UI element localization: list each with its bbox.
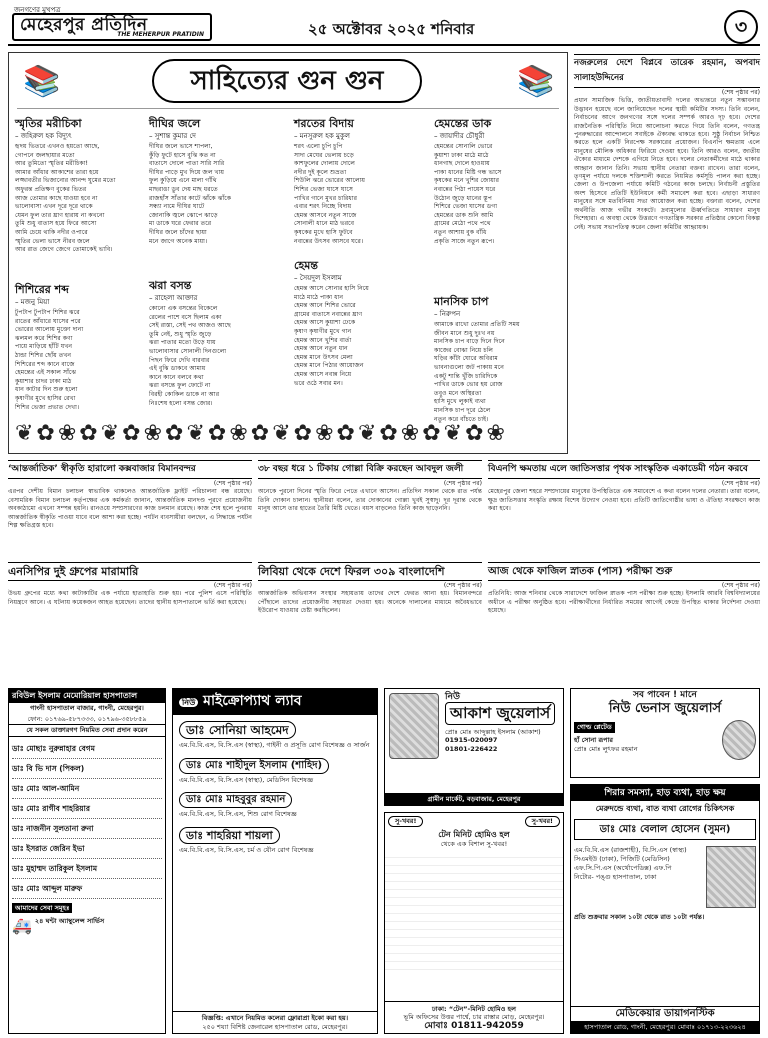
article xyxy=(258,460,482,556)
article xyxy=(8,460,252,556)
continuation-note: (শেষ পৃষ্ঠার পর) xyxy=(721,89,760,96)
article-body: আন্তর্জাতিক অভিবাসন সংস্থার সহায়তায় তাদের দেশে ফেরত আনা হয়। বিমানবন্দরে পৌঁছালে তাদের প্রয়োজনীয় সহায়তা দেওয়া হয়। অনেকে দালালের মাধ্যমে অবৈধভাবে ইউরোপ যাওয়ার চেষ্টা করছিলেন। xyxy=(258,590,482,615)
lab-title-bar xyxy=(173,689,377,715)
jewellers-name: আকাশ জুয়েলার্স xyxy=(445,702,555,725)
lab-name: মাইক্রোপ্যাথ ল্যাব xyxy=(203,693,302,709)
motto: জনগণের মুখপত্র xyxy=(14,6,61,14)
literature-title: সাহিত্যের গুন গুন xyxy=(152,59,422,103)
issue-date: ২৫ অক্টোবর ২০২৫ শনিবার xyxy=(308,20,475,38)
ambulance-row xyxy=(9,915,165,937)
homeo-ad xyxy=(384,812,564,1034)
lab-doctor-name: ডাঃ শাহরিয়া শায়লা xyxy=(179,827,280,844)
jewellery-image xyxy=(389,693,439,759)
homeo-phone: মোবাঃ 01811-942059 xyxy=(424,1020,524,1031)
article-headline: লিবিয়া থেকে দেশে ফিরল ৩০৯ বাংলাদেশি xyxy=(258,562,482,581)
poem-author: – নিরুপন xyxy=(434,310,461,318)
venus-proprietor: প্রোঃ মোঃ লুৎফর রহমান xyxy=(574,745,638,753)
venus-body xyxy=(571,717,759,763)
poem-text: কোনো এক বসন্তের বিকেলে রেলের পাশে বসে ছিলাম একা সেই রাস্তা, সেই পথ আজও আছে তুমি নেই, শুধু স্মৃতি জুড়ে ঝরা পাতার মতো উড়ে যায় ভালোবাসার সোনালী দিনগুলো পিছন ফিরে দেখি বারবার এই বুঝি ডাকবে আমায় কানে কানে বলবে কথা ঝরা বসন্তে ফুল ফোটে না বিরহী কোকিল ডাকে না আর নিঃশেষ হলো বসন্ত জোর। xyxy=(149,305,231,407)
venus-item: হাঁ সোনা রূপার xyxy=(574,735,614,744)
poem-author: – মনসুরুল হক মুকুল xyxy=(294,132,351,140)
homeo-top xyxy=(385,813,563,830)
poem xyxy=(15,117,139,267)
venus-item: গোল্ড প্লেটেড xyxy=(574,722,615,733)
poem xyxy=(434,295,562,423)
article-headline: ‘আন্তর্জাতিক’ স্বীকৃতি হারালো কক্সবাজার বিমানবন্দর xyxy=(8,460,252,479)
poem-author: – জায়াদীর চৌধুরী xyxy=(434,132,485,140)
poem xyxy=(149,279,273,413)
clinic-degrees: এম.বি.বি.এস (রাজশাহী), বি.সি.এস (স্বাস্থ্য) সিএমইউ (ঢাকা), পিজিটি (মেডিসিন) এফ.সি.পি.এস (অর্থোপেডিক্স) এফ.পি নিটোর- পঙ্গু হাসপাতাল, ঢাকা xyxy=(574,846,687,881)
lab-doctor-details: এম.বি.বি.এস, বি.সি.এস, শিশু রোগ বিশেষজ্ঞ xyxy=(179,810,297,818)
advertisement-area xyxy=(8,688,760,1034)
clinic-body xyxy=(571,843,759,911)
doctor-name: ডাঃ মোছাঃ নুরুন্নাহার বেগম xyxy=(12,739,162,759)
clinic-ad xyxy=(570,784,760,1034)
hospital-phones: ফোন: ০১৭৬৯-৫৮৭৩৩৩, ০১৭৯৬-৩৫৮৮৫৯ xyxy=(27,714,147,723)
poem-title: হেমন্ত xyxy=(294,259,318,272)
hospital-ad xyxy=(8,688,166,1034)
diagnostic-center-address: হাসপাতাল রোড, গাংনী, মেহেরপুর। মোবাঃ ০১৭১৩-২২৩৬২৪ xyxy=(571,1021,759,1034)
clinic-timing: প্রতি শুক্রবার সকাল ১০টা থেকে রাত ১০টা পর্যন্ত। xyxy=(574,913,705,921)
doctor-name: ডাঃ নাজনীন সুলতানা রুনা xyxy=(12,819,162,839)
jewellers-phone: 01801-226422 xyxy=(445,744,498,753)
homeo-address: ভূমি অফিসের উত্তর পার্শ্বে, চার রাস্তার মোড়, মেহেরপুর। xyxy=(403,1013,545,1021)
lab-doctor xyxy=(173,786,377,821)
jewellers-phone: 01915-020097 xyxy=(445,736,498,744)
diagnostic-center-name: মেডিকেয়ার ডায়াগনস্টিক xyxy=(615,1007,715,1019)
masthead-title: মেহেরপুর প্রতিদিন xyxy=(20,15,148,35)
homeo-subtitle: থেকে এক বিশাল সু-খবর! xyxy=(440,839,508,848)
article-headline: ৩৮ বছর ধরে ১ টিকায় গোল্লা বিক্রি করছেন আবদুল জলী xyxy=(258,460,482,479)
poem xyxy=(149,117,273,257)
poem-author: – সৈয়দুল ইসলাম xyxy=(294,274,342,282)
doctor-name: ডাঃ মুহাম্মদ তারিকুল ইসলাম xyxy=(12,859,162,879)
poem-text: হেমন্তের সোনালি ভোরে কুয়াশা ঢাকা মাঠে মাঠে ধানগাছ দোলে হাওয়ায় পাকা ধানের মিষ্টি গন্ধ ভাসে কৃষকের মনে খুশির জোয়ার নবান্নের পিঠা পায়েস ঘরে উঠোন জুড়ে ধানের স্তূপ শিশিরে ভেজা ঘাসের ডগা হেমন্তের ডাক শুনি আমি গ্রামের মেঠো পথে পথে নতুন আশায় বুক বাঁধি প্রকৃতি সাজে নতুন রূপে। xyxy=(434,143,502,245)
lab-doctor-name: ডাঃ মোঃ মাহবুবুর রহমান xyxy=(179,792,292,808)
books-icon: 📚 xyxy=(23,64,61,99)
doctor-name: ডাঃ মোঃ আল-আমিন xyxy=(12,779,162,799)
article-body: উভয় গ্রুপের মধ্যে কথা কাটাকাটির এক পর্যায়ে হাতাহাতি শুরু হয়। পরে পুলিশ এসে পরিস্থিতি নিয়ন্ত্রণে আনে। এ ঘটনায় কয়েকজন আহত হয়েছেন। তাদের স্থানীয় হাসপাতালে ভর্তি করা হয়েছে। xyxy=(8,590,252,606)
poem-title: স্মৃতির মরীচিকা xyxy=(15,117,82,130)
ambulance-service: ২৪ ঘন্টা অ্যাম্বুলেন্স সার্ভিস xyxy=(34,917,105,925)
poem-text: শরৎ এলো চুপি চুপি সাদা মেঘের ভেলায় চড়ে কাশফুলের দোলায় দোলে নদীর দুই কূলে শুভ্রতা শিউলি ঝরে ভোরের আলোয় শিশির ভেজা ঘাসে ঘাসে পাখির গানে মুখর চারিধার এবার শরৎ নিচ্ছে বিদায় হেমন্ত আসবে নতুন সাজে সোনালী ধানে মাঠ ভরবে কৃষকের মুখে হাসি ফুটবে নবান্নের উৎসব আসবে ঘরে। xyxy=(294,143,366,245)
venus-items xyxy=(574,720,722,754)
lab-doctor-details: এম.বি.বি.এস, বি.সি.এস, চর্ম ও যৌন রোগ বিশেষজ্ঞ xyxy=(179,845,314,854)
continuation-note: (শেষ পৃষ্ঠার পর) xyxy=(721,582,760,589)
poem-author: – মজনু মিয়া xyxy=(15,298,50,306)
poem-title: হেমন্তের ডাক xyxy=(434,117,492,130)
jewellers-prefix: নিউ xyxy=(445,692,460,702)
doctor-name: ডাঃ মোঃ রাগীব শাহরিয়ার xyxy=(12,799,162,819)
continuation-note: (শেষ পৃষ্ঠার পর) xyxy=(443,582,482,589)
article-body: এরপর দেশীয় বিমান চলাচল স্বাভাবিক থাকলেও আন্তর্জাতিক ফ্লাইট পরিচালনা বন্ধ রয়েছে। বেসামরিক বিমান চলাচল কর্তৃপক্ষের এক কর্মকর্তা জানান, আন্তর্জাতিক মানদণ্ড পূরণে প্রয়োজনীয় অবকাঠামো এখনো সম্পন্ন হয়নি। রানওয়ে সম্প্রসারণের কাজ চলমান রয়েছে। কাজ শেষ হলে পুনরায় আন্তর্জাতিক স্বীকৃতি পাওয়া যাবে বলে আশা করা হচ্ছে। পর্যটন ব্যবসায়ীরা বলছেন, এ সিদ্ধান্তে পর্যটন শিল্প ক্ষতিগ্রস্ত হবে। xyxy=(8,488,252,530)
clinic-subheading: মেরুদন্ডে ব্যথা, বাত ব্যথা রোগের চিকিৎসক xyxy=(595,804,735,813)
ambulance-icon: 🚑 xyxy=(12,916,32,935)
good-news-badge: সু-খবর! xyxy=(525,816,560,827)
poem-author: – রাহেলা আক্তার xyxy=(149,294,198,302)
doctor-name: ডাঃ ইসরাত জেরিন ইভা xyxy=(12,839,162,859)
jewellers-top xyxy=(385,689,563,763)
good-news-badge: সু-খবর! xyxy=(388,816,423,827)
article-headline: বিএনপি ক্ষমতায় এলে জাতিসত্তার পৃথক সাংস্কৃতিক একাডেমী গঠন করবে xyxy=(488,460,760,479)
lab-doctor xyxy=(173,752,377,787)
article xyxy=(258,562,482,682)
poem-author: – জহিরুল হক বিদ্যুৎ xyxy=(15,132,72,140)
right-column-article xyxy=(574,54,760,454)
page-number: ৩ xyxy=(724,10,758,44)
doctor-photo xyxy=(706,846,756,908)
poem-title: ঝরা বসন্ত xyxy=(149,279,192,292)
article-headline: এনসিপির দুই গ্রুপের মারামারি xyxy=(8,562,252,581)
lab-notice: বিজ্ঞপ্তি: এখানে নিয়মিত কলেরা ফ্লোরাপ্রা ইকো করা হয়। xyxy=(201,1014,349,1022)
lab-footer xyxy=(173,1011,377,1033)
literature-section xyxy=(8,52,568,454)
continuation-note: (শেষ পৃষ্ঠার পর) xyxy=(213,582,252,589)
article-body: প্রধান সামাজিক ভিত্তি, জাতীয়তাবাদী দলের অভ্যন্তরে নতুন সম্ভাবনার উদ্ভাবন হয়েছে বলে জানিয়েছেন দলের স্থায়ী কমিটির সদস্য। তিনি বলেন, নির্বাচনের আগে জনগণের সঙ্গে দলের সম্পর্ক আরও দৃঢ় হবে। দেশের রাজনৈতিক পরিস্থিতি নিয়ে আলোচনা করতে গিয়ে তিনি বলেন, গণতন্ত্র পুনরুদ্ধারের আন্দোলনে সবাইকে ঐক্যবদ্ধ থাকতে হবে। সুষ্ঠু নির্বাচন নিশ্চিত করতে হলে একটি নিরপেক্ষ সরকারের প্রয়োজন। বিএনপি ক্ষমতায় এলে মানুষের মৌলিক অধিকার ফিরিয়ে দেওয়া হবে। তিনি আরও বলেন, জাতীয় ঐক্যের মাধ্যমে দেশকে এগিয়ে নিতে হবে। দলের নেতাকর্মীদের মাঠে থাকার আহ্বান জানান তিনি। সভায় স্থানীয় নেতারা বক্তব্য রাখেন। তারা বলেন, তৃণমূল পর্যায়ে দলকে শক্তিশালী করতে নিয়মিত কর্মসূচি পালন করা হচ্ছে। জেলা ও উপজেলা পর্যায়ে কমিটি গঠনের কাজ চলছে। নির্বাচনী প্রস্তুতির অংশ হিসেবে প্রতিটি ইউনিয়নে কর্মী সমাবেশ করা হবে। এছাড়া সাধারণ মানুষের সঙ্গে মতবিনিময় সভা আয়োজন করা হচ্ছে। বক্তারা বলেন, দেশের অর্থনীতি আজ গভীর সংকটে। দ্রব্যমূল্যের ঊর্ধ্বগতিতে সাধারণ মানুষ দিশেহারা। এ অবস্থা থেকে উত্তরণে গণতান্ত্রিক সরকার প্রতিষ্ঠার কোনো বিকল্প নেই। সভায় সভাপতিত্ব করেন জেলা কমিটির আহ্বায়ক। xyxy=(574,97,760,231)
article-body: প্রতিনিধি: আজ শনিবার থেকে সারাদেশে ফাজিল স্নাতক পাস পরীক্ষা শুরু হচ্ছে। ইসলামি আরবি বিশ্ববিদ্যালয়ের অধীনে এ পরীক্ষা অনুষ্ঠিত হবে। পরীক্ষার্থীদের নির্ধারিত সময়ের আগেই কেন্দ্রে উপস্থিত থাকার নির্দেশনা দেওয়া হয়েছে। xyxy=(488,590,760,615)
article-headline: নজরুলের দেশে বিপ্লবে তারেক রহমান, অপবাদ সালাহউদ্দিনের xyxy=(574,54,760,88)
clinic-heading: শিরার সমস্যা, হাড় ব্যথা, হাড় ক্ষয় xyxy=(571,785,759,801)
poem xyxy=(294,259,418,413)
venus-jewellers-ad xyxy=(570,688,760,778)
poem-title: শিশিরের শব্দ xyxy=(15,283,69,296)
continuation-note: (শেষ পৃষ্ঠার পর) xyxy=(213,480,252,487)
doctor-list xyxy=(9,737,165,901)
poem-text: হৃদয় ভিতরে এখনও হয়তো আছে, গোপনে জলছায়ার মতো আর তুমিতো স্মৃতির মরীচিকা! আমার আঁধার আকাশের তারা হয়ে লজ্জাবতীর ভিজানোর আনন্দ ঘুমের মতো অফুরন্ত প্রতিক্ষণ বুকের ভিতর আজ তোমার কাছে যাওয়া হবে না ভালোবাসা এখন দূরে দূরে থাকে যেমন ফুল তার ঘ্রাণ হারায় না কখনো তুমি শুধু বাতাস হয়ে ফিরে আসো আমি চেয়ে থাকি নদীর ওপারে স্মৃতির ভেলা ভাসে নীরব জলে আর রাত জেগে জেগে তোমাকেই ভাবি। xyxy=(15,143,116,254)
continuation-note: (শেষ পৃষ্ঠার পর) xyxy=(443,480,482,487)
homeo-title: টেন মিনিট হোমিও হল xyxy=(438,829,510,839)
masthead-box xyxy=(12,13,212,41)
poem xyxy=(15,283,139,413)
article-headline: আজ থেকে ফাজিল স্নাতক (পাস) পরীক্ষা শুরু xyxy=(488,562,760,581)
doctor-name: ডাঃ বি ভি দাস (পিকল) xyxy=(12,759,162,779)
doctor-name: ডাঃ মোঃ আব্দুল মারুফ xyxy=(12,879,162,899)
lab-doctor-name: ডাঃ মোঃ শাহীদুল ইসলাম (শাহিদ) xyxy=(179,758,329,774)
jewellers-ad xyxy=(384,688,564,806)
services-title: আমাদের সেবা সমূহঃ xyxy=(12,903,72,914)
lab-doctor-name: ডাঃ সোনিয়া আহমেদ xyxy=(179,721,296,739)
literature-banner xyxy=(17,59,559,109)
article xyxy=(488,562,760,682)
poem-text: টুপটাপ টুপটাপ শিশির ঝরে রাতের আঁধারে ঘাসের পরে ভোরের আলোয় মুক্তো দানা ঝলমল করে শিশির কণা পায়ে মাড়িয়ে হাঁটি যখন ঠান্ডা শিশির ছোঁয় তখন শিশিরের শব্দ কানে বাজে হেমন্তের এই সকাল সাঁঝে কুয়াশার চাদর ঢাকা মাঠ ধান কাটার দিন শুরু হলো কৃষাণীর মুখে হাসির রেখা শিশির ভেজা প্রভাত দেখা। xyxy=(15,309,84,411)
lab-doctor xyxy=(173,715,377,752)
poem-title: মানসিক চাপ xyxy=(434,295,489,308)
lab-doctor-details: এম.বি.বি.এস, বি.সি.এস (স্বাস্থ্য), মেডিসিন বিশেষজ্ঞ xyxy=(179,775,314,784)
books-icon: 📚 xyxy=(517,64,555,99)
article xyxy=(488,460,760,556)
service-heading: যে সকল ডাক্তারগণ নিয়মিত সেবা প্রদান করেন xyxy=(9,724,165,737)
continuation-note: (শেষ পৃষ্ঠার পর) xyxy=(721,480,760,487)
poem xyxy=(294,117,418,247)
lab-doctor xyxy=(173,821,377,857)
floral-border-ornament: ❦✿❀✿❦✿❀✿❦✿❀✿❦✿❀✿❦✿❀✿❦✿❀ xyxy=(15,421,508,446)
homeo-treatment-list xyxy=(385,850,563,970)
lab-brand: নিউ xyxy=(179,698,198,707)
jewellers-info xyxy=(439,693,555,753)
poem-title: দীঘির জলে xyxy=(149,117,201,130)
lab-doctor-details: এম.বি.বি.এস, বি.সি.এস (স্বাস্থ্য), গাইনী ও প্রসূতি রোগ বিশেষজ্ঞ ও সার্জন xyxy=(179,741,370,749)
venus-name: নিউ ভেনাস জুয়েলার্স xyxy=(608,701,722,716)
poem-title: শরতের বিদায় xyxy=(294,117,354,130)
jewellers-proprietor: প্রোঃ মোঃ আব্দুল্লাহ ইসলাম (আকাশ) xyxy=(445,727,541,736)
lab-address: ২৫০ শয্যা বিশিষ্ট জেনারেল হাসপাতাল রোড, মেহেরপুর। xyxy=(202,1022,348,1031)
article xyxy=(8,562,252,682)
clinic-footer xyxy=(571,1006,759,1034)
lab-ad xyxy=(172,688,378,1034)
poem-text: আমাকে রাখো তোমার প্রতিটি সময় জীবন মানে শুধু দুঃখ নয় মানসিক চাপ বাড়ে দিনে দিনে কাজের বোঝা নিয়ে চলি ঘড়ির কাঁটা ঘোরে অবিরাম ভাবনাগুলো জট পাকায় মনে একটু শান্তি খুঁজি চারিদিকে পাখির ডাকে ভোর হয় রোজ তবুও মনে অস্থিরতা হাসি মুখে লুকাই ব্যথা মানসিক চাপ দূরে ঠেলে নতুন করে বাঁচতে চাই। xyxy=(434,321,520,423)
hospital-address: গাংনী হাসপাতাল বাজার, গাংনী, মেহেরপুর। xyxy=(30,704,144,712)
homeo-footer xyxy=(385,1001,563,1034)
homeo-note: ঢাকা: “টেন”-মিনিট হোমিও হল xyxy=(432,1004,516,1013)
article-body: মেহেরপুর জেলা শহরে সম্প্রদায়ের মানুষের উপস্থিতিতে এক সমাবেশে এ কথা বলেন দলের নেতারা। তারা বলেন, ক্ষুদ্র জাতিসত্তার সংস্কৃতি রক্ষায় বিশেষ উদ্যোগ নেওয়া হবে। প্রতিটি জাতিগোষ্ঠীর ভাষা ও ঐতিহ্য সংরক্ষণে কাজ করা হবে। xyxy=(488,488,760,513)
poem-text: দীঘির জলে ভাসে শাপলা, কুঁড়ি ফুটে হাসে বুঝি কত না বাতাসে দোলে পাতা সারি সারি দীঘির পাড়ে মুখ দিয়ে জল খায় ফুল কুড়িয়ে এনে মালা গাঁথি মাছরাঙা ডুব দেয় মাছ ধরতে রাজহাঁস সাঁতার কাটে ঝাঁকে ঝাঁকে সন্ধ্যা নামে দীঘির ঘাটে জোনাকি জ্বলে ঝোপে ঝাড়ে মা ডাকে ঘরে ফেরার তরে দীঘির জলে চাঁদের ছায়া মনে জাগে অনেক মায়া। xyxy=(149,143,232,245)
masthead-header xyxy=(8,4,760,46)
poem-text: হেমন্ত আসে সোনার হাসি নিয়ে মাঠে মাঠে পাকা ধান হেমন্ত আনে শিশির ভোরে গ্রামের বাতাসে নবান্নের ঘ্রাণ হেমন্ত আসে কুয়াশা ঢেকে কৃষাণ কৃষাণীর মুখে গান হেমন্ত আনে খুশির বার্তা হেমন্ত আনে নতুন ধান হেমন্ত মানে উৎসব মেলা হেমন্ত মানে পিঠার আয়োজন হেমন্ত আসে নবান্ন নিয়ে ভরে ওঠে সবার মন। xyxy=(294,285,369,387)
poem xyxy=(434,117,562,287)
venus-tagline: সব পাবেন ! মানে xyxy=(633,690,697,700)
masthead-english: THE MEHERPUR PRATIDIN xyxy=(117,31,204,38)
article-body: অনেকে পুরনো দিনের স্মৃতি ফিরে পেতে এখানে আসেন। প্রতিদিন সকাল থেকে রাত পর্যন্ত তিনি দোকান চালান। স্থানীয়রা বলেন, তার দোকানের গোল্লা খুবই সুস্বাদু। দূর দূরান্ত থেকে মানুষ আসে তার হাতের তৈরি মিষ্টি খেতে। বয়স বাড়লেও তিনি কাজ ছাড়েননি। xyxy=(258,488,482,513)
jewellers-address: গ্রামীন মার্কেট, বড়বাজার, মেহেরপুর xyxy=(385,793,563,806)
hospital-name: রবিউল ইসলাম মেমোরিয়াল হাসপাতাল xyxy=(9,689,165,703)
poem-author: – সুশান্ত কুমার দে xyxy=(149,132,196,140)
clinic-doctor: ডাঃ মোঃ বেলাল হোসেন (সুমন) xyxy=(574,819,756,840)
proprietor-photo xyxy=(722,720,756,760)
